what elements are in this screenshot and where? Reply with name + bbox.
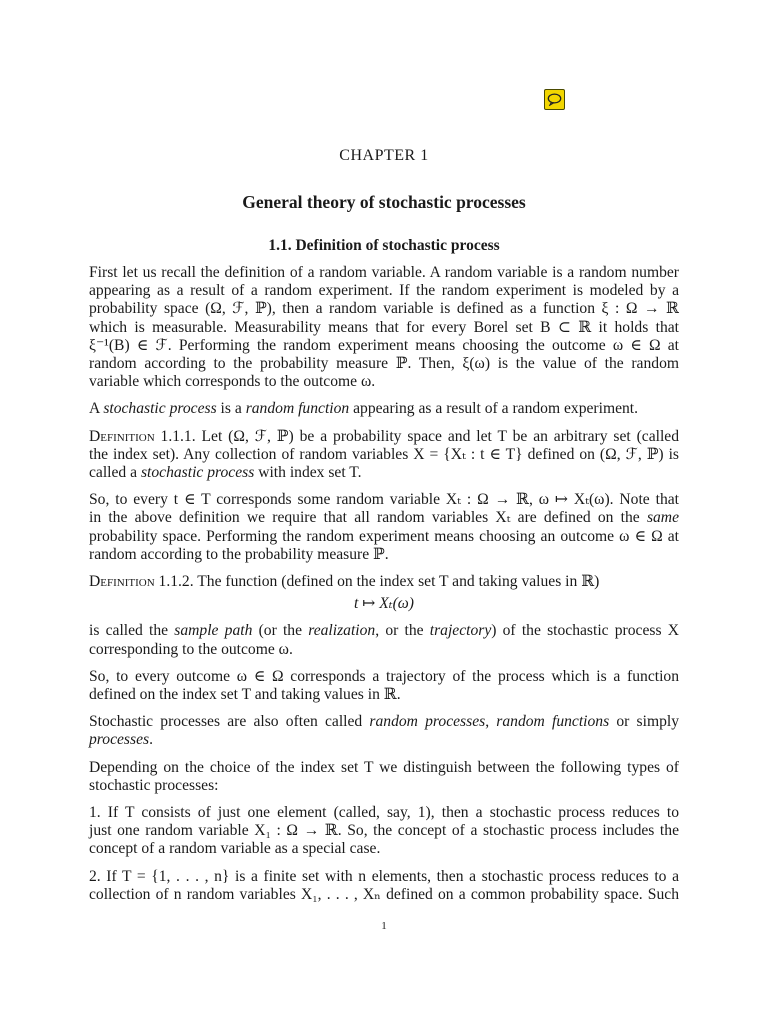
definition-1-1-2: [89, 573, 679, 591]
definition-number: 1.1.1.: [154, 427, 196, 445]
paragraph-trajectory: [89, 668, 679, 704]
page-number: 1: [381, 920, 387, 932]
text-span: .: [149, 731, 153, 749]
text-line: random according to the probability measure ℙ. Then, ξ(ω) is the value of the random: [89, 355, 679, 373]
text-line: corresponding to the outcome ω.: [89, 640, 293, 658]
text-line: 1. If T consists of just one element (called, say, 1), then a stochastic process reduces to: [89, 804, 679, 822]
document-page: [89, 0, 679, 1024]
emphasis: realization: [308, 622, 376, 640]
text-line: probability space. Performing the random experiment means choosing an outcome ω ∈ Ω at: [89, 527, 679, 545]
text-span: called a: [89, 464, 141, 482]
text-line: just one random variable X₁ : Ω → ℝ. So, the concept of a stochastic process includes the: [89, 822, 679, 840]
definition-label: Definition: [89, 573, 155, 591]
text-line: 2. If T = {1, . . . , n} is a finite set with n elements, then a stochastic process reduces to a: [89, 867, 679, 885]
definition-1-1-2-continued: [89, 622, 679, 658]
text-line: random according to the probability measure ℙ.: [89, 545, 389, 563]
speech-bubble-icon: [547, 93, 562, 106]
emphasis: stochastic process: [103, 400, 217, 418]
text-line: defined on the index set T and taking values in ℝ.: [89, 686, 401, 704]
text-span: A: [89, 400, 104, 418]
text-line: appearing as a result of a random experiment. If the random experiment is modeled by a: [89, 282, 679, 300]
text-line: collection of n random variables X₁, . . . , Xₙ defined on a common probability space. Such: [89, 885, 679, 903]
text-span: ) of the stochastic process X: [491, 622, 679, 640]
comment-icon[interactable]: [544, 89, 565, 110]
emphasis: random functions: [496, 713, 610, 731]
chapter-heading: CHAPTER 1: [339, 147, 429, 164]
emphasis: processes: [89, 731, 150, 749]
text-line: First let us recall the definition of a random variable. A random variable is a random number: [89, 264, 679, 281]
text-line: the index set). Any collection of random variables X = {Xₜ : t ∈ T} defined on (Ω, ℱ, ℙ) is: [89, 445, 679, 463]
text-line: [89, 428, 679, 446]
paragraph-index-types: [89, 759, 679, 795]
text-span: The function (defined on the index set T and taking values in ℝ): [193, 573, 600, 591]
text-span: or simply: [609, 713, 680, 731]
text-span: ,: [485, 713, 497, 731]
text-span: in the above definition we require that all random variables Xₜ are defined on the: [89, 509, 647, 527]
paragraph-synonyms: [89, 713, 679, 749]
text-span: appearing as a result of a random experiment.: [349, 400, 639, 418]
text-line: ξ⁻¹(B) ∈ ℱ. Performing the random experiment means choosing the outcome ω ∈ Ω at: [89, 336, 679, 354]
emphasis: trajectory: [429, 622, 492, 640]
text-line: [89, 400, 679, 418]
body-text: [89, 264, 679, 913]
text-line: probability space (Ω, ℱ, ℙ), then a random variable is defined as a function ξ : Ω → ℝ: [89, 300, 679, 318]
text-line: [89, 573, 679, 591]
list-item-1: [89, 804, 679, 859]
paragraph-random-variable: [89, 264, 679, 391]
paragraph-sample-space: [89, 491, 679, 564]
text-span: with index set T.: [254, 464, 362, 482]
definition-1-1-1: [89, 428, 679, 483]
text-line: [89, 509, 679, 527]
text-span: is a: [216, 400, 246, 418]
text-line: [89, 731, 679, 749]
text-line: which is measurable. Measurability means that for every Borel set B ⊂ ℝ it holds that: [89, 318, 679, 336]
emphasis: random function: [245, 400, 350, 418]
chapter-title: General theory of stochastic processes: [242, 192, 526, 212]
emphasis: same: [646, 509, 679, 527]
text-line: [89, 622, 679, 640]
emphasis: stochastic process: [140, 464, 255, 482]
emphasis: random processes: [369, 713, 486, 731]
definition-number: 1.1.2.: [154, 573, 194, 591]
text-line: [89, 713, 679, 731]
text-span: , or the: [375, 622, 430, 640]
text-line: variable which corresponds to the outcome ω.: [89, 373, 376, 391]
text-line: [89, 464, 679, 482]
list-item-2: [89, 868, 679, 904]
text-span: is called the: [89, 622, 175, 640]
section-heading: 1.1. Definition of stochastic process: [268, 237, 500, 254]
paragraph-stochastic-intro: [89, 400, 679, 418]
text-span: (or the: [252, 622, 309, 640]
text-span: Let (Ω, ℱ, ℙ) be a probability space and let T be an arbitrary set (called: [195, 427, 680, 445]
text-line: stochastic processes:: [89, 776, 219, 794]
text-line: So, to every t ∈ T corresponds some random variable Xₜ : Ω → ℝ, ω ↦ Xₜ(ω). Note that: [89, 491, 679, 509]
emphasis: sample path: [174, 622, 253, 640]
text-line: Depending on the choice of the index set T we distinguish between the following types of: [89, 758, 679, 776]
text-span: Stochastic processes are also often called: [89, 713, 370, 731]
text-line: concept of a random variable as a special case.: [89, 840, 381, 858]
definition-label: Definition: [89, 427, 155, 445]
display-formula: t ↦ Xₜ(ω): [354, 595, 414, 613]
text-line: So, to every outcome ω ∈ Ω corresponds a trajectory of the process which is a function: [89, 667, 679, 685]
